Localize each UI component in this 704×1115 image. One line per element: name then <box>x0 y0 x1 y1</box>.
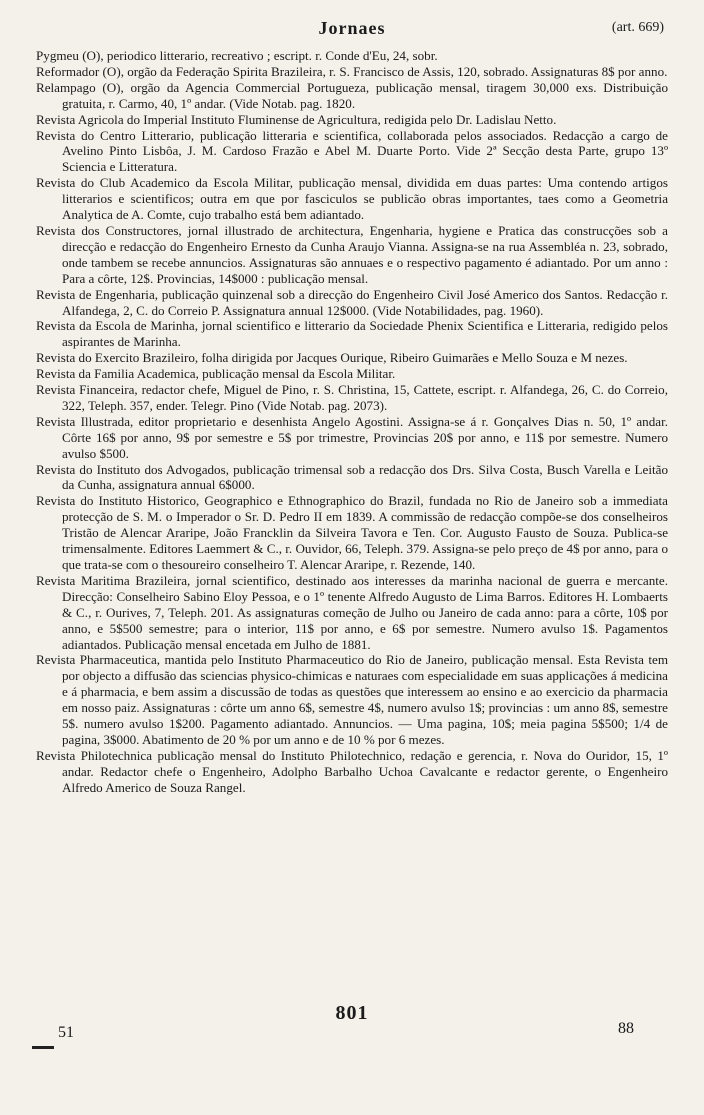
footer-left-number: 51 <box>58 1024 74 1041</box>
journal-list <box>36 48 668 796</box>
journal-entry: Revista do Centro Litterario, publicação litteraria e scientifica, collaborada pelos associados. Redacção a cargo de Avelino Pinto Lisbôa, J. M. Cardoso Frazão e Abel M. Duarte Porto. Vide 2ª Secção desta Parte, grupo 13º Sciencia e Litteratura. <box>36 127 668 175</box>
journal-entry: Revista Maritima Brazileira, jornal scientifico, destinado aos interesses da marinha nacional de guerra e mercante. Direcção: Conselheiro Sabino Eloy Pessoa, e o 1º tenente Alfredo Augusto de Lima Barros. Editores H. Lombaerts & C., r. Ourives, 7, Teleph. 201. As assignaturas começão de Julho ou Janeiro de cada anno: para a côrte, 10$ por anno, e 5$500 semestre; para o interior, 11$ por anno, e 6$ por semestre. Numero avulso 1$. Pagamentos adiantados. Publicação mensal encetada em Julho de 1881. <box>36 572 668 652</box>
journal-entry: Revista dos Constructores, jornal illustrado de architectura, Engenharia, hygiene e Pratica das construcções sob a direcção e redacção do Engenheiro Ernesto da Cunha Araujo Vianna. Assigna-se na rua Assembléa n. 23, sobrado, onde tambem se recebe annuncios. Assignaturas são annuaes e o respectivo pagamento é adiantado. Por um anno : Para a côrte, 12$. Provincias, 14$000 : publicação mensal. <box>36 222 668 286</box>
journal-entry: Reformador (O), orgão da Federação Spirita Brazileira, r. S. Francisco de Assis, 120, sobrado. Assignaturas 8$ por anno. <box>36 63 668 79</box>
document-page <box>36 14 668 796</box>
journal-entry: Revista Agricola do Imperial Instituto Fluminense de Agricultura, redigida pelo Dr. Ladislau Netto. <box>36 111 557 127</box>
journal-entry: Revista da Familia Academica, publicação mensal da Escola Militar. <box>36 366 396 382</box>
journal-entry: Revista do Club Academico da Escola Militar, publicação mensal, dividida em duas partes: Uma contendo artigos litterarios e scientificos; outra em que por fasciculos se publicão obras importantes, taes como a Geometria Analytica de A. Comte, cujo trabalho está bem adiantado. <box>36 175 668 223</box>
journal-entry: Revista Philotechnica publicação mensal do Instituto Philotechnico, redação e gerencia, r. Nova do Ouridor, 15, 1º andar. Redactor chefe o Engenheiro, Adolpho Barbalho Uchoa Cavalcante e redactor gerente, o Engenheiro Alfredo Americo de Souza Rangel. <box>36 747 668 795</box>
journal-entry: Revista do Instituto dos Advogados, publicação trimensal sob a redacção dos Drs. Silva Costa, Busch Varella e Leitão da Cunha, assignatura annual 6$000. <box>36 461 668 493</box>
page-title: Jornaes <box>318 18 386 38</box>
footer-right-number: 88 <box>618 1020 634 1037</box>
page-footer <box>36 1002 668 1062</box>
journal-entry: Revista de Engenharia, publicação quinzenal sob a direcção do Engenheiro Civil José Americo dos Santos. Redacção r. Alfandega, 2, C. do Correio P. Assignatura annual 12$000. (Vide Notabilidades, pag. 1960). <box>36 286 668 318</box>
journal-entry: Revista Illustrada, editor proprietario e desenhista Angelo Agostini. Assigna-se á r. Gonçalves Dias n. 50, 1º andar. Côrte 16$ por anno, 9$ por semestre e 5$ por trimestre, Provincias 20$ por anno, e 11$ por semestre. Numero avulso $500. <box>36 413 668 461</box>
journal-entry: Revista Pharmaceutica, mantida pelo Instituto Pharmaceutico do Rio de Janeiro, publicação mensal. Esta Revista tem por objecto a diffusão das sciencias physico-chimicas e naturaes com especialidade em suas applicações á medicina e á pharmacia, e bem assim a discussão de todas as questões que interessem ao ensino e ao exercicio da pharmacia em nosso paiz. Assignaturas : côrte um anno 6$, semestre 4$, numero avulso 1$; provincias : um anno 8$, semestre 5$. numero avulso 1$200. Pagamento adiantado. Annuncios. — Uma pagina, 10$; meia pagina 5$500; 1/4 de pagina, 3$000. Abatimento de 20 % por um anno e de 10 % por 6 mezes. <box>36 652 668 747</box>
footer-dash-mark <box>32 1046 54 1049</box>
page-header <box>36 14 668 48</box>
journal-entry: Revista Financeira, redactor chefe, Miguel de Pino, r. S. Christina, 15, Cattete, escript. r. Alfandega, 26, C. do Correio, 322, Teleph. 357, ender. Telegr. Pino (Vide Notab. pag. 2073). <box>36 382 668 413</box>
journal-entry: Revista do Instituto Historico, Geographico e Ethnographico do Brazil, fundada no Rio de Janeiro sob a immediata protecção de S. M. o Imperador o Sr. D. Pedro II em 1839. A commissão de redacção compõe-se dos conselheiros Tristão de Alencar Araripe, João Francklin da Silveira Tavora e Ten. Cor. Augusto Fausto de Souza. Publica-se trimensalmente. Editores Laemmert & C., r. Ouvidor, 66, Teleph. 379. Assigna-se pelo preço de 4$ por anno, para o que trata-se com o thesoureiro conselheiro T. Alencar Araripe, r. Rezende, 140. <box>36 493 668 572</box>
journal-entry: Revista do Exercito Brazileiro, folha dirigida por Jacques Ourique, Ribeiro Guimarães e Mello Souza e M nezes. <box>36 350 628 366</box>
page-number: 801 <box>335 1002 369 1024</box>
article-reference: (art. 669) <box>611 20 664 35</box>
journal-entry: Revista da Escola de Marinha, jornal scientifico e litterario da Sociedade Phenix Scientifica e Litteraria, redigido pelos aspirantes de Marinha. <box>36 318 668 350</box>
journal-entry: Relampago (O), orgão da Agencia Commercial Portugueza, publicação mensal, tiragem 30,000 exs. Distribuição gratuita, r. Carmo, 40, 1º andar. (Vide Notab. pag. 1820. <box>36 79 668 111</box>
journal-entry: Pygmeu (O), periodico litterario, recreativo ; escript. r. Conde d'Eu, 24, sobr. <box>36 48 438 63</box>
